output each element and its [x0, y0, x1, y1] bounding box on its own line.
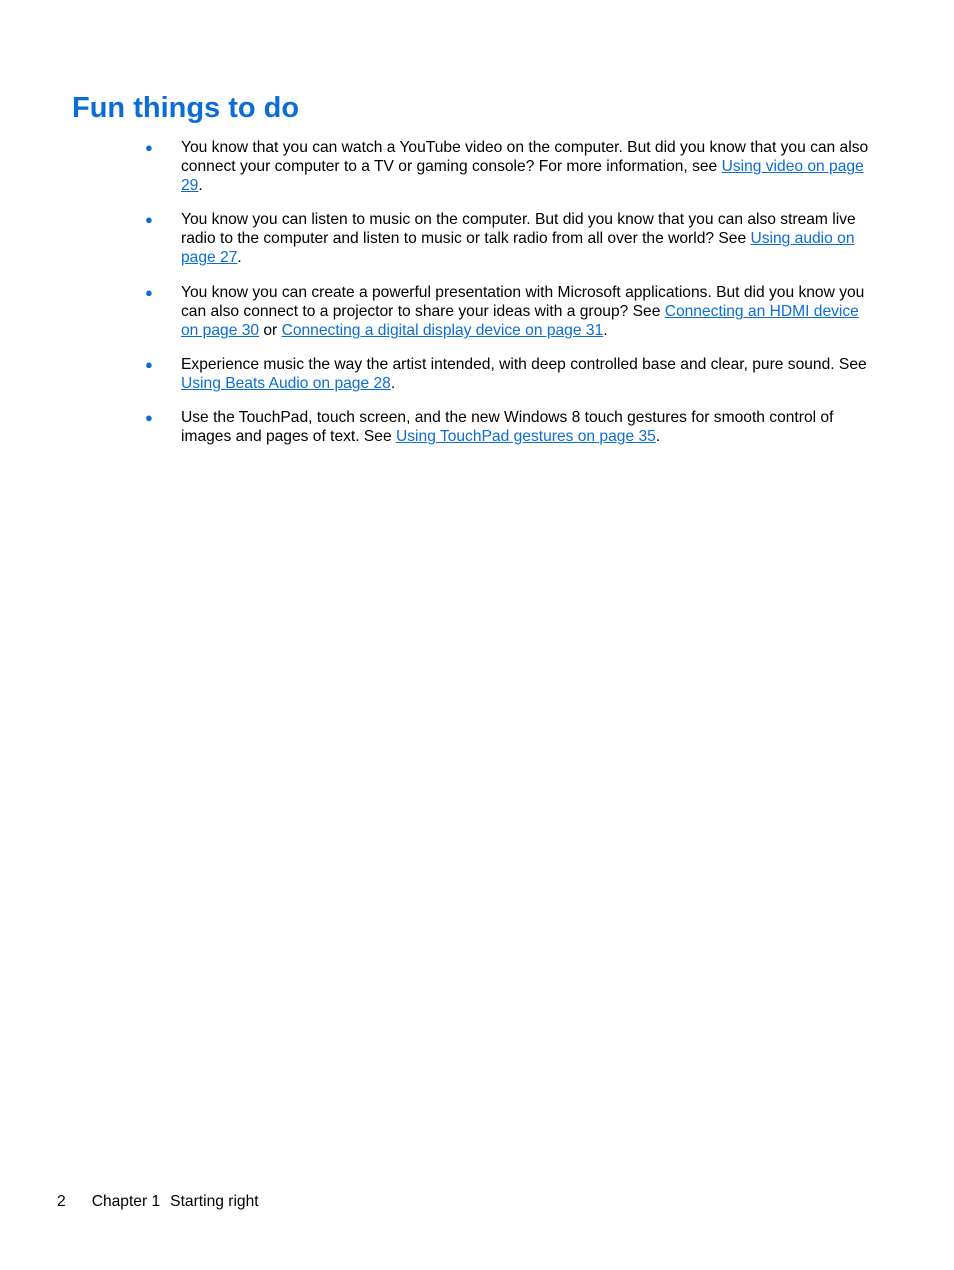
- item-text-end: .: [237, 249, 242, 267]
- item-text: You know you can create a powerful presentation with Microsoft applications. But did you know you can also connect to a projector to share your ideas with a group? See: [181, 284, 865, 321]
- link-connecting-hdmi[interactable]: Connecting an HDMI device on page 30: [181, 303, 859, 340]
- page-title: Fun things to do: [72, 92, 300, 124]
- list-item-text: [181, 355, 871, 393]
- link-using-touchpad-gestures[interactable]: Using TouchPad gestures on page 35: [396, 428, 656, 446]
- list-item-text: [181, 283, 871, 341]
- page-footer: [57, 1192, 259, 1211]
- list-item-text: [181, 408, 871, 446]
- bullet-icon: ●: [145, 357, 153, 372]
- footer-chapter: Chapter 1: [91, 1193, 161, 1210]
- bullet-icon: ●: [145, 140, 153, 155]
- list-item-text: [181, 210, 871, 268]
- bullet-icon: ●: [145, 285, 153, 300]
- page-number: 2: [57, 1193, 66, 1210]
- link-using-audio[interactable]: Using audio on page 27: [181, 230, 855, 267]
- item-text: Experience music the way the artist intended, with deep controlled base and clear, pure sound. See: [181, 356, 867, 373]
- bullet-icon: ●: [145, 410, 153, 425]
- link-connecting-digital-display[interactable]: Connecting a digital display device on page 31: [281, 322, 604, 340]
- item-text: Use the TouchPad, touch screen, and the new Windows 8 touch gestures for smooth control of images and pages of text. See: [181, 409, 834, 446]
- item-text-end: .: [198, 177, 203, 195]
- link-using-beats-audio[interactable]: Using Beats Audio on page 28: [181, 375, 391, 393]
- bullet-icon: ●: [145, 212, 153, 227]
- footer-section: Starting right: [170, 1193, 259, 1210]
- item-text: You know you can listen to music on the computer. But did you know that you can also stream live radio to the computer and listen to music or talk radio from all over the world? See: [181, 211, 856, 248]
- item-text-end: .: [603, 322, 608, 340]
- item-text: You know that you can watch a YouTube video on the computer. But did you know that you can also connect your computer to a TV or gaming console? For more information, see: [181, 139, 869, 176]
- item-text-end: .: [655, 428, 661, 446]
- link-using-video[interactable]: Using video on page 29: [181, 158, 864, 195]
- item-text-mid: or: [259, 322, 282, 340]
- item-text-end: .: [390, 375, 396, 393]
- list-item-text: [181, 138, 871, 196]
